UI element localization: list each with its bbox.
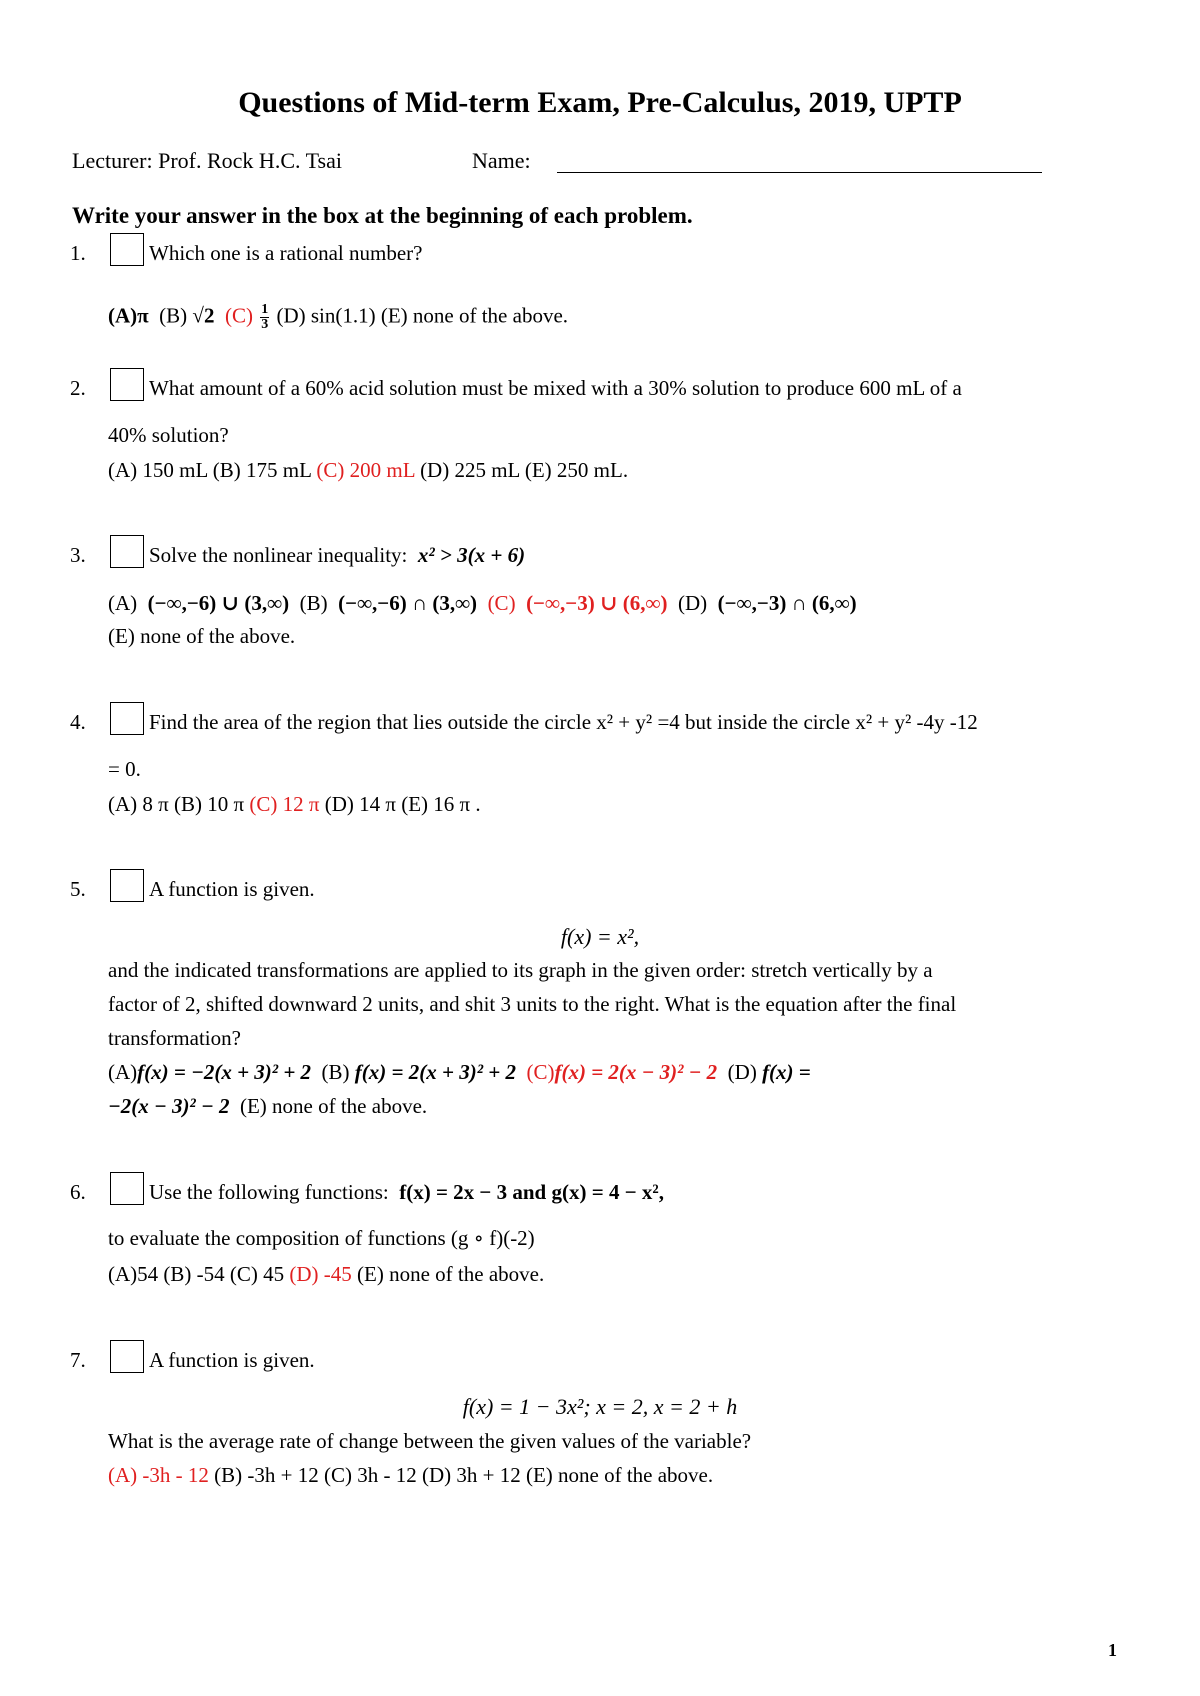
question-5-number: 5.: [70, 877, 86, 901]
question-7-number: 7.: [70, 1348, 86, 1372]
question-6-answer-box[interactable]: [110, 1172, 144, 1205]
question-5-answer-box[interactable]: [110, 869, 144, 902]
question-7-text: What is the average rate of change between the given values of the variable?: [108, 1429, 752, 1453]
question-2-stem: What amount of a 60% acid solution must be mixed with a 30% solution to produce 600 mL of a: [149, 376, 962, 400]
question-5-text-1: and the indicated transformations are applied to its graph in the given order: stretch vertically by a: [108, 958, 933, 982]
question-7-options: (A) -3h - 12 (B) -3h + 12 (C) 3h - 12 (D) 3h + 12 (E) none of the above.: [108, 1463, 714, 1487]
question-2-answer-box[interactable]: [110, 368, 144, 401]
name-label: Name:: [472, 148, 531, 173]
page-title: Questions of Mid-term Exam, Pre-Calculus, 2019, UPTP: [238, 86, 962, 119]
question-6-text: to evaluate the composition of functions (g ∘ f)(-2): [108, 1226, 535, 1250]
question-4-stem: Find the area of the region that lies outside the circle x² + y² =4 but inside the circle x² + y² -4y -12: [149, 710, 978, 734]
question-1-number: 1.: [70, 241, 86, 265]
question-4-number: 4.: [70, 710, 86, 734]
question-1-stem: Which one is a rational number?: [149, 241, 423, 265]
question-1-options: (A)π (B) √2 (C) $\frac{1}{3}$ (D) sin(1.1) (E) none of the above.: [108, 302, 569, 332]
question-6-number: 6.: [70, 1180, 86, 1204]
question-4-options: (A) 8 π (B) 10 π (C) 12 π (D) 14 π (E) 16 π .: [108, 792, 481, 816]
question-6-options: (A)54 (B) -54 (C) 45 (D) -45 (E) none of the above.: [108, 1262, 545, 1286]
question-3-answer-box[interactable]: [110, 535, 144, 568]
one-third-fraction: $\frac{1}{3}$: [261, 302, 269, 332]
question-2-number: 2.: [70, 376, 86, 400]
question-5-text-2: factor of 2, shifted downward 2 units, and shit 3 units to the right. What is the equation after the final: [108, 992, 957, 1016]
question-5-formula: f(x) = x²,: [560, 924, 640, 949]
question-3-option-e: (E) none of the above.: [108, 624, 296, 648]
question-6-stem: Use the following functions: f(x) = 2x − 3 and g(x) = 4 − x²,: [149, 1180, 664, 1204]
question-7-formula: f(x) = 1 − 3x²; x = 2, x = 2 + h: [462, 1394, 738, 1419]
question-5-options-cont: −2(x − 3)² − 2 (E) none of the above.: [108, 1094, 428, 1118]
question-1-answer-box[interactable]: [110, 233, 144, 266]
lecturer-label: Lecturer: Prof. Rock H.C. Tsai: [72, 148, 342, 173]
question-3-options: (A) (−∞,−6) ∪ (3,∞) (B) (−∞,−6) ∩ (3,∞) (C) (−∞,−3) ∪ (6,∞) (D) (−∞,−3) ∩ (6,∞): [108, 591, 857, 615]
page-number: 1: [1108, 1640, 1117, 1660]
question-4-answer-box[interactable]: [110, 702, 144, 735]
question-5-text-3: transformation?: [108, 1026, 241, 1050]
question-3-stem: Solve the nonlinear inequality: x² > 3(x + 6): [149, 543, 526, 567]
name-line: [557, 172, 1042, 173]
instructions: Write your answer in the box at the beginning of each problem.: [72, 203, 693, 228]
question-5-options: (A)f(x) = −2(x + 3)² + 2 (B) f(x) = 2(x + 3)² + 2 (C)f(x) = 2(x − 3)² − 2 (D) f(x) =: [108, 1060, 811, 1084]
question-7-stem: A function is given.: [149, 1348, 315, 1372]
question-7-answer-box[interactable]: [110, 1340, 144, 1373]
question-2-options: (A) 150 mL (B) 175 mL (C) 200 mL (D) 225 mL (E) 250 mL.: [108, 458, 629, 482]
question-5-stem: A function is given.: [149, 877, 315, 901]
question-3-number: 3.: [70, 543, 86, 567]
question-4-stem-cont: = 0.: [108, 757, 141, 781]
question-2-stem-cont: 40% solution?: [108, 423, 229, 447]
